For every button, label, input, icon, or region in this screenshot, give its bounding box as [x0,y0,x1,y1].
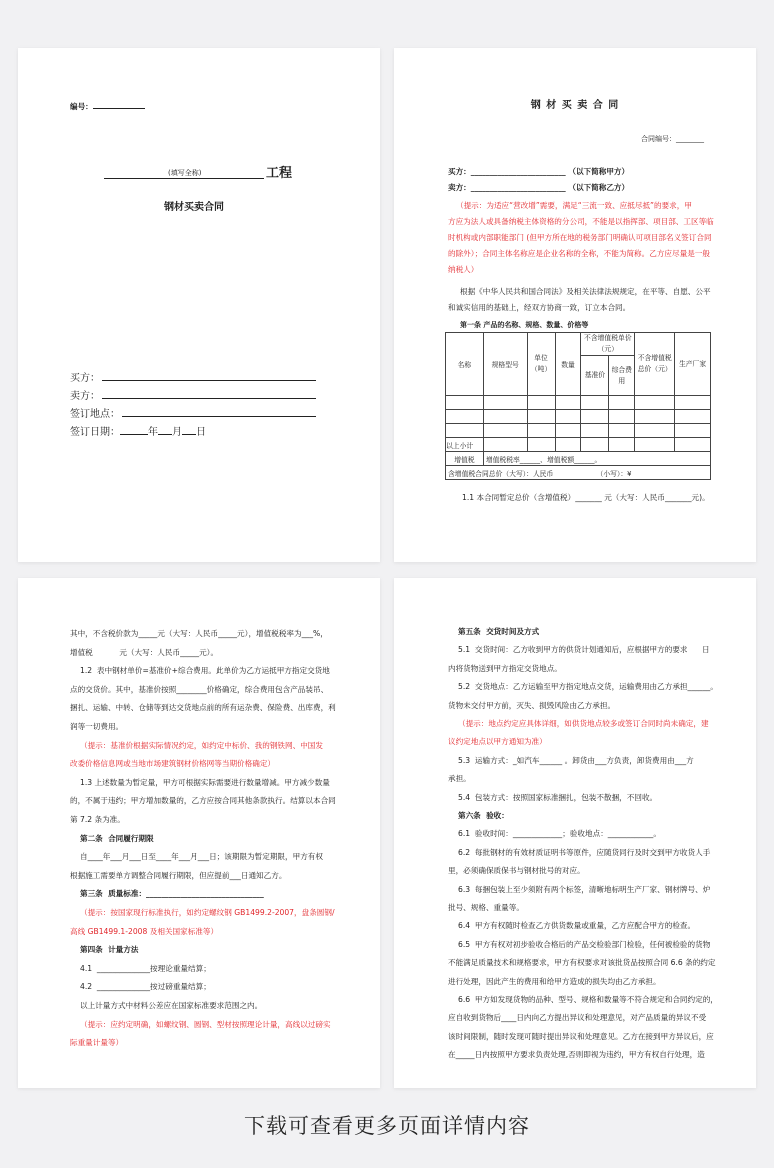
text-line: 批号、规格、重量等。 [448,903,524,912]
text-line: 第三条 质量标准：_______________________________ [80,889,264,899]
text-line: 润等一切费用。 [70,722,124,731]
product-table [445,332,711,480]
text-line: 该时间限制，随时发现可随时提出异议和处理意见。乙方在接到甲方异议后，应 [448,1031,714,1041]
fill-hint: (填写全称) [168,169,202,177]
month-label: 月 [172,427,182,438]
sign-place-label: 签订地点： [70,409,120,420]
text-line: （提示：应约定明确，如螺纹钢、圆钢、型材按照理论计量，高线以过磅实 [80,1019,331,1029]
text-line: 货物未交付甲方前，灭失、损毁风险由乙方承担。 [448,700,616,710]
text-line: （提示：按国家现行标准执行，如约定螺纹钢 GB1499.2-2007，盘条圆钢/ [80,908,335,917]
subtotal-label: 以上小计 [446,438,484,452]
text-line: 的，不属于违约；甲方增加数量的，乙方应按合同其他条款执行。结算以本合同 [70,796,336,806]
buyer-line: 买方：_________________________ （以下简称甲方） [448,167,630,176]
cover-date-row [70,424,316,442]
hint-line: 时机构或内部职能部门 (但甲方所在地的税务部门明确认可项目部名义签订合同 [448,233,712,242]
sign-date-label: 签订日期： [70,427,120,438]
article-1-heading: 第一条 产品的名称、规格、数量、价格等 [460,321,589,329]
page-cover [18,48,380,562]
text-line: 6.6 甲方如发现货物的品种、型号、规格和数量等不符合规定和合同约定的， [458,995,718,1004]
text-line: 1.2 表中钢材单价=基准价+综合费用。此单价为乙方运抵甲方指定交货地 [80,666,330,676]
text-line: 6.4 甲方有权随时检查乙方供货数量或重量，乙方应配合甲方的检查。 [458,921,696,931]
cover-contract-title: 钢材买卖合同 [164,202,224,213]
text-line: 第五条 交货时间及方式 [458,627,540,636]
text-line: 以上计量方式中材料公差应在国家标准要求范围之内。 [80,1001,263,1010]
col-comp-fee: 综合费用 [609,356,635,396]
hint-line: （提示：为适应“营改增”需要，满足“三流一致、应抵尽抵”的要求，甲 [456,201,692,210]
buyer-label: 买方： [70,373,100,384]
col-name: 名称 [446,333,484,396]
cover-place-row [70,406,316,424]
text-line: 1.3 上述数量为暂定量，甲方可根据实际需要进行数量增减。甲方减少数量 [80,777,330,787]
text-line: 第 7.2 条为准。 [70,815,125,824]
contract-no: 合同编号：________ [641,135,704,143]
table-row [446,424,711,438]
text-line: 内将货物送到甲方指定交货地点。 [448,663,562,673]
text-line: 承担。 [448,774,471,784]
hint-line: 的除外）；合同主体名称应是企业名称的全称，不能为简称。乙方应尽量是一般 [448,249,710,258]
text-line: 在_____日内按照甲方要求负责处理,否则即视为违约，甲方有权自行处理，造 [448,1050,705,1060]
text-line: 4.2 ______________按过磅重量结算； [80,982,211,992]
page-contract-1 [394,48,756,562]
text-line: 根据施工需要单方调整合同履行期限，但应提前___日通知乙方。 [70,870,287,880]
footer-download-hint: 下载可查看更多页面详情内容 [244,1114,530,1138]
contract-number-label: 编号： [70,102,93,111]
text-line: 自____年___月___日至____年___月___日；该期限为暂定期限，甲方有权 [80,852,323,862]
cover-seller-row [70,388,316,406]
text-line: 增值税 元（大写：人民币_____元）。 [70,647,219,657]
year-label: 年 [148,427,158,438]
text-line: 4.1 ______________按理论重量结算； [80,963,211,973]
cover-buyer-row [70,370,316,388]
seller-line: 卖方：_________________________ （以下简称乙方） [448,183,630,192]
page-contract-2 [18,578,380,1088]
clause-1-1: 1.1 本合同暂定总价（含增值税）_______ 元（大写：人民币_______元)。 [462,493,710,502]
text-line: 不能满足质量技术和规格要求，甲方有权要求对该批货品按照合同 6.6 条的约定 [448,958,716,968]
col-spec: 规格型号 [483,333,527,396]
col-unit-price: 不含增值税单价（元） [581,333,635,356]
intro-line: 和诚实信用的基础上，经双方协商一致，订立本合同。 [448,303,631,312]
table-row [446,396,711,410]
text-line: 应自收到货物后____日内向乙方提出异议和处理意见，对产品质量的异议不受 [448,1013,707,1023]
text-line: 捆扎、运输、中转、仓储等到达交货地点前的所有运杂费、保险费、出库费，利 [70,703,336,713]
text-line: 际重量计量等） [70,1038,124,1048]
col-qty: 数量 [555,333,581,396]
vat-detail: 增值税税率______、增值税额______。 [483,452,710,466]
grand-total: 含增值税合同总价（大写）：人民币 （小写）：¥ [446,466,711,480]
subtotal-row [446,438,711,452]
text-line: 第四条 计量方法 [80,945,139,955]
table-row [446,410,711,424]
text-line: 高线 GB1499.1-2008 及相关国家标准等） [70,926,219,936]
day-label: 日 [196,427,206,438]
text-line: 里，必须确保质保书与钢材批号的对应。 [448,866,585,876]
text-line: 第六条 验收： [458,811,509,820]
text-line: 改委价格信息网或当地市场建筑钢材价格网等当期价格确定） [70,759,276,769]
text-line: 6.3 每捆包装上至少须附有两个标签，清晰地标明生产厂家、钢材牌号、炉 [458,884,711,894]
text-line: 其中，不含税价款为_____元（大写：人民币_____元），增值税税率为___%， [70,629,328,638]
text-line: 6.1 验收时间：_____________；验收地点：____________。 [458,829,661,839]
intro-line: 根据《中华人民共和国合同法》及相关法律法规规定，在平等、自愿、公平 [460,287,711,296]
text-line: 第二条 合同履行期限 [80,833,154,843]
contract-number [70,100,145,112]
page-contract-3 [394,578,756,1088]
col-base-price: 基准价 [581,356,609,396]
cover-parties [70,370,316,442]
text-line: 6.2 每批钢材的有效材质证明书等原件，应随货同行及时交到甲方收货人手 [458,847,711,857]
text-line: 5.4 包装方式：按照国家标准捆扎，包装不散捆，不回收。 [458,792,658,802]
text-line: 进行处理，因此产生的费用和给甲方造成的损失均由乙方承担。 [448,976,661,986]
col-total: 不含增值税总价（元） [635,333,675,396]
text-line: 6.5 甲方有权对初步验收合格后的产品交检验部门检验，任何被检验的货物 [458,939,711,949]
vat-label: 增值税 [446,452,484,466]
text-line: 5.3 运输方式：_如汽车______ 。卸货由___方负责，卸货费用由___方 [458,755,694,765]
hint-line: 方应为法人或具备纳税主体资格的分公司，不能是以指挥部、项目部、工区等临 [448,217,714,226]
vat-row [446,452,711,466]
grand-total-row [446,466,711,480]
project-suffix: 工程 [266,166,293,181]
seller-label: 卖方： [70,391,100,402]
text-line: 点的交货价。其中，基准价按照________价格确定，综合费用包含产品装吊、 [70,684,329,694]
text-line: 5.2 交货地点：乙方运输至甲方指定地点交货，运输费用由乙方承担______。 [458,682,718,692]
text-line: 5.1 交货时间：乙方收到甲方的供货计划通知后，应根据甲方的要求 日 [458,645,710,655]
hint-line: 纳税人） [448,265,479,274]
col-maker: 生产厂家 [675,333,711,396]
text-line: （提示：地点约定应具体详细，如供货地点较多或签订合同时尚未确定，建 [458,719,709,728]
contract-title: 钢 材 买 卖 合 同 [530,100,620,111]
text-line: （提示：基准价根据实际情况约定，如约定中标价、我的钢铁网、中国发 [80,740,323,750]
text-line: 议约定地点以甲方通知为准） [448,737,547,747]
col-unit: 单位（吨） [527,333,555,396]
